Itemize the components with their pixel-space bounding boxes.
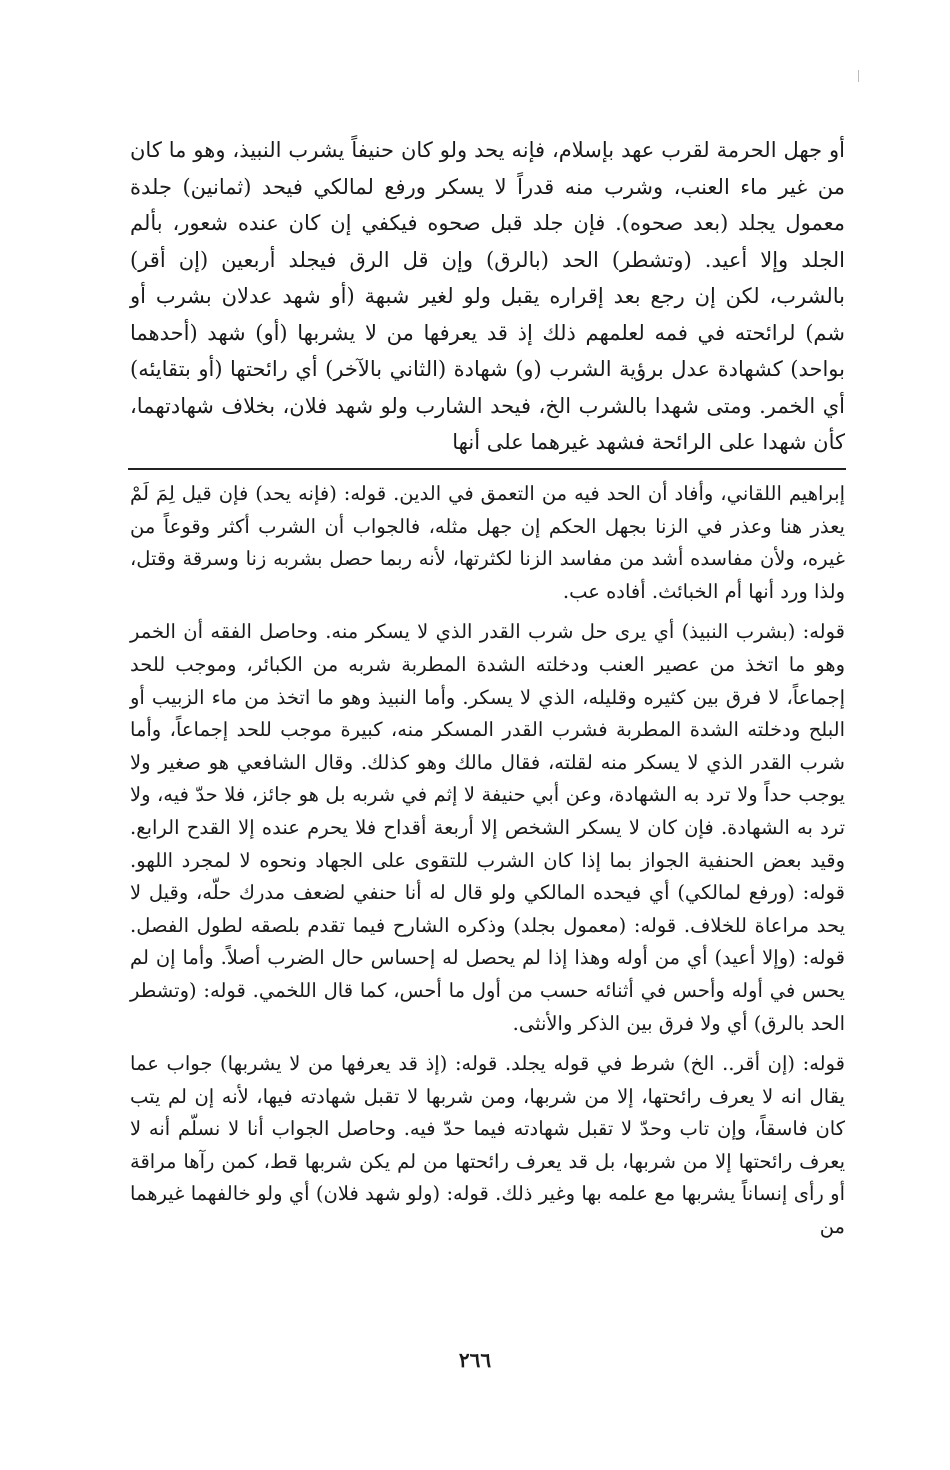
page-number: ٢٦٦	[458, 1348, 492, 1372]
main-paragraph: أو جهل الحرمة لقرب عهد بإسلام، فإنه يحد ولو كان حنيفاً يشرب النبيذ، وهو ما كان من غير ماء العنب، وشرب منه قدراً لا يسكر ورفع لمالكي فيحد (ثمانين) جلدة معمول يجلد (بعد صحوه). فإن جلد قبل صحوه فيكفي إن كان عنده شعور، بألم الجلد وإلا أعيد. (وتشطر) الحد (بالرق) وإن قل الرق فيجلد أربعين (إن أقر) بالشرب، لكن إن رجع بعد إقراره يقبل ولو لغير شبهة (أو شهد عدلان بشرب أو شم) لرائحته في فمه لعلمهم ذلك إذ قد يعرفها من لا يشربها (أو) شهد (أحدهما بواحد) كشهادة عدل برؤية الشرب (و) شهادة (الثاني بالآخر) أي رائحتها (أو بتقايئه) أي الخمر. ومتى شهدا بالشرب الخ، فيحد الشارب ولو شهد فلان، بخلاف شهادتهما، كأن شهدا على الرائحة فشهد غيرهما على أنها	[130, 138, 845, 454]
commentary-block	[130, 478, 845, 1252]
main-text-block	[130, 132, 845, 461]
commentary-paragraph: إبراهيم اللقاني، وأفاد أن الحد فيه من التعمق في الدين. قوله: (فإنه يحد) فإن قيل لِمَ لَمْ يعذر هنا وعذر في الزنا بجهل الحكم إن جهل مثله، فالجواب أن الشرب أكثر وقوعاً من غيره، ولأن مفاسده أشد من مفاسد الزنا لكثرتها، لأنه ربما حصل بشربه زنا وسرقة وقتل، ولذا ورد أنها أم الخبائث. أفاده عب.	[130, 482, 845, 603]
footnote-divider	[128, 468, 846, 470]
commentary-paragraph: قوله: (إن أقر.. الخ) شرط في قوله يجلد. قوله: (إذ قد يعرفها من لا يشربها) جواب عما يقال انه لا يعرف رائحتها، إلا من شربها، ومن شربها لا تقبل شهادته فيها، لأنه إن لم يتب كان فاسقاً، وإن تاب وحدّ لا تقبل شهادته فيما حدّ فيه. وحاصل الجواب أنا لا نسلّم أنه لا يعرف رائحتها إلا من شربها، بل قد يعرف رائحتها من لم يكن شربها قط، كمن رآها مراقة أو رأى إنساناً يشربها مع علمه بها وغير ذلك. قوله: (ولو شهد فلان) أي ولو خالفهما غيرهما من	[130, 1052, 845, 1239]
scan-mark	[858, 70, 859, 82]
commentary-paragraph: قوله: (بشرب النبيذ) أي يرى حل شرب القدر الذي لا يسكر منه. وحاصل الفقه أن الخمر وهو ما اتخذ من عصير العنب ودخلته الشدة المطربة شربه من الكبائر، وموجب للحد إجماعاً، لا فرق بين كثيره وقليله، الذي لا يسكر. وأما النبيذ وهو ما اتخذ من ماء الزبيب أو البلح ودخلته الشدة المطربة فشرب القدر المسكر منه، كبيرة موجب للحد إجماعاً، وأما شرب القدر الذي لا يسكر منه لقلته، فقال مالك وهو كذلك. وقال الشافعي هو صغير ولا يوجب حداً ولا ترد به الشهادة، وعن أبي حنيفة لا إثم في شربه بل هو جائز، فلا حدّ فيه، ولا ترد به الشهادة. فإن كان لا يسكر الشخص إلا أربعة أقداح فلا يحرم عنده إلا القدح الرابع. وقيد بعض الحنفية الجواز بما إذا كان الشرب للتقوى على الجهاد ونحوه لا لمجرد اللهو. قوله: (ورفع لمالكي) أي فيحده المالكي ولو قال له أنا حنفي لضعف مدرك حلّه، وقيل لا يحد مراعاة للخلاف. قوله: (معمول بجلد) وذكره الشارح فيما تقدم بلصقه لطول الفصل. قوله: (وإلا أعيد) أي من أوله وهذا إذا لم يحصل له إحساس حال الضرب أصلاً. وأما إن لم يحس في أوله وأحس في أثنائه حسب من أول ما أحس، كما قال اللخمي. قوله: (وتشطر الحد بالرق) أي ولا فرق بين الذكر والأنثى.	[130, 620, 845, 1035]
